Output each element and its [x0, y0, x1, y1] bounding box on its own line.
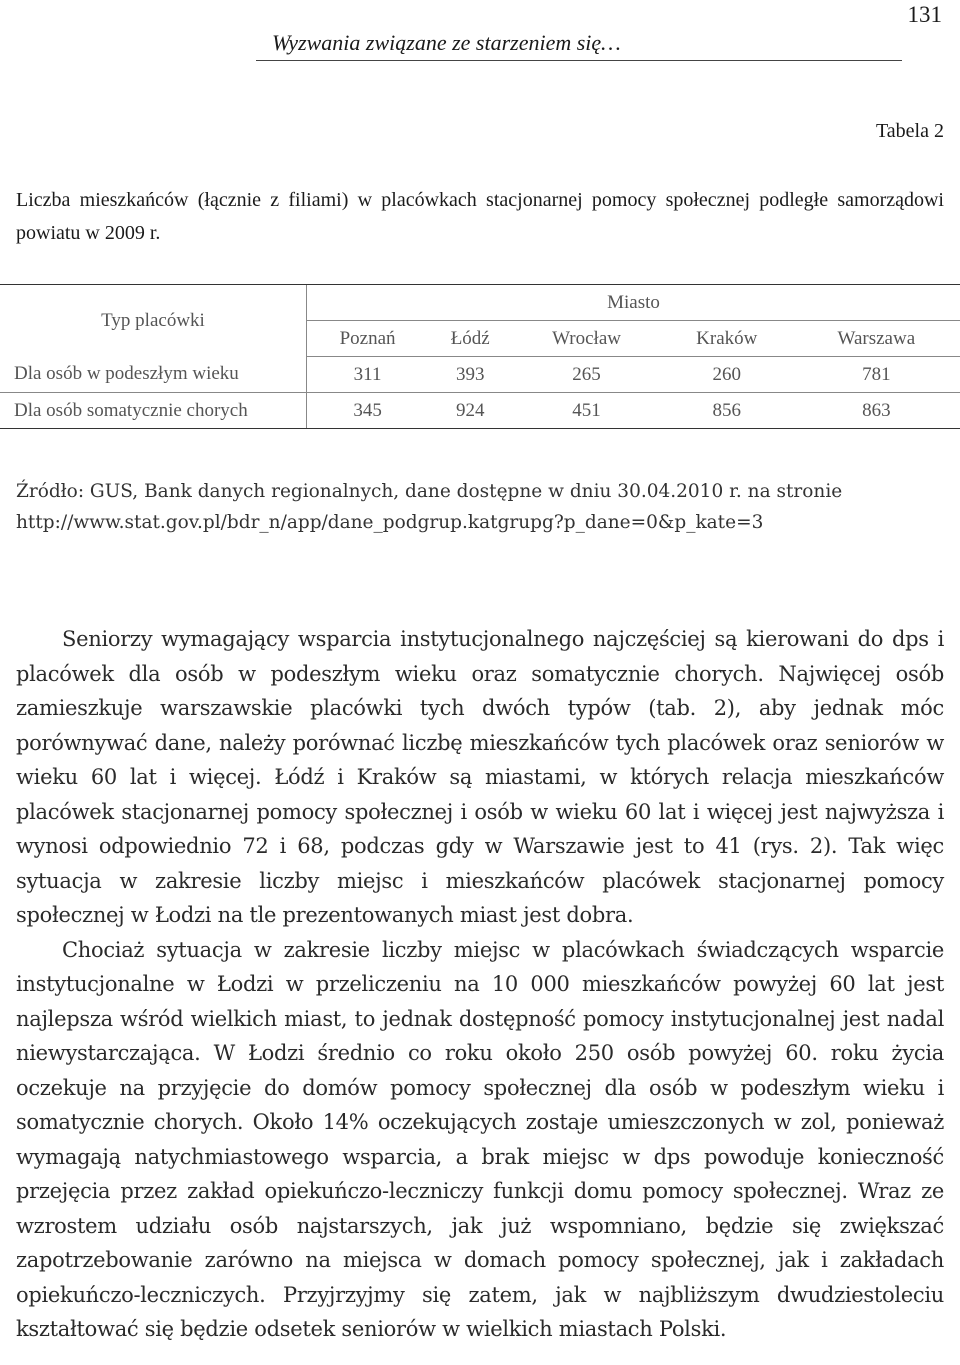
table-cell: 311: [307, 357, 429, 393]
data-table: [0, 284, 960, 429]
source-note: [16, 476, 946, 538]
table-cell: 781: [793, 357, 960, 393]
column-header-city: Łódź: [428, 321, 512, 357]
table-cell: 265: [512, 357, 660, 393]
column-header-city-group: Miasto: [307, 285, 960, 321]
table-cell: 924: [428, 393, 512, 429]
table-label: Tabela 2: [875, 120, 944, 142]
column-header-type: Typ placówki: [0, 285, 307, 357]
paragraph: Chociaż sytuacja w zakresie liczby miejsc w placówkach świadczących wsparcie instytucjonalne w Łodzi w przeliczeniu na 10 000 mieszkańców powyżej 60 lat jest najlepsza wśród wielkich miast, to jednak dostępność pomocy instytucjonalnej jest nadal niewystarczająca. W Łodzi średnio co roku około 250 osób powyżej 60. roku życia oczekuje na przyjęcie do domów pomocy społecznej dla osób w podeszłym wieku i somatycznie chorych. Około 14% oczekujących zostaje umieszczonych w zol, ponieważ wymagają natychmiastowego wsparcia, a brak miejsc w dps powoduje konieczność przejęcia przez zakład opiekuńczo-leczniczy funkcji domu pomocy społecznej. Wraz ze wzrostem udziału osób najstarszych, jak już wspomniano, będzie się zwiększać zapotrzebowanie zarówno na miejsca w domach pomocy społecznej, jak i zakładach opiekuńczo-leczniczych. Przyjrzyjmy się zatem, jak w najbliższym dwudziestoleciu kształtować się będzie odsetek seniorów w wielkich miastach Polski.: [16, 937, 944, 1341]
paragraph: Seniorzy wymagający wsparcia instytucjonalnego najczęściej są kierowani do dps i placówek dla osób w podeszłym wieku oraz somatycznie chorych. Najwięcej osób zamieszkuje warszawskie placówki tych dwóch typów (tab. 2), aby jednak móc porównywać dane, należy porównać liczbę mieszkańców tych placówek oraz seniorów w wieku 60 lat i więcej. Łódź i Kraków są miastami, w których relacja mieszkańców placówek stacjonarnej pomocy społecznej i osób w wieku 60 lat i więcej jest najwyższa i wynosi odpowiednio 72 i 68, podczas gdy w Warszawie jest to 41 (rys. 2). Tak więc sytuacja w zakresie liczby miejsc i mieszkańców placówek stacjonarnej pomocy społecznej w Łodzi na tle prezentowanych miast jest dobra.: [16, 627, 944, 927]
column-header-city: Kraków: [661, 321, 793, 357]
table-cell: 451: [512, 393, 660, 429]
column-header-city: Wrocław: [512, 321, 660, 357]
table-cell: 863: [793, 393, 960, 429]
source-line: Źródło: GUS, Bank danych regionalnych, dane dostępne w dniu 30.04.2010 r. na stronie: [16, 481, 843, 502]
table-cell: 393: [428, 357, 512, 393]
table-row: [0, 393, 960, 429]
header-rule: [256, 60, 902, 61]
running-header: Wyzwania związane ze starzeniem się…: [272, 30, 621, 55]
table-row: [0, 357, 960, 393]
row-label: Dla osób w podeszłym wieku: [0, 357, 307, 393]
table-cell: 260: [661, 357, 793, 393]
body-text: [16, 622, 944, 1347]
column-header-city: Warszawa: [793, 321, 960, 357]
table-header-row: [0, 285, 960, 321]
column-header-city: Poznań: [307, 321, 429, 357]
table-caption: Liczba mieszkańców (łącznie z filiami) w placówkach stacjonarnej pomocy społecznej podległe samorządowi powiatu w 2009 r.: [16, 189, 944, 244]
table-cell: 856: [661, 393, 793, 429]
row-label: Dla osób somatycznie chorych: [0, 393, 307, 429]
table-cell: 345: [307, 393, 429, 429]
page-number: 131: [907, 2, 942, 27]
source-url: http://www.stat.gov.pl/bdr_n/app/dane_podgrup.katgrupg?p_dane=0&p_kate=3: [16, 512, 764, 533]
